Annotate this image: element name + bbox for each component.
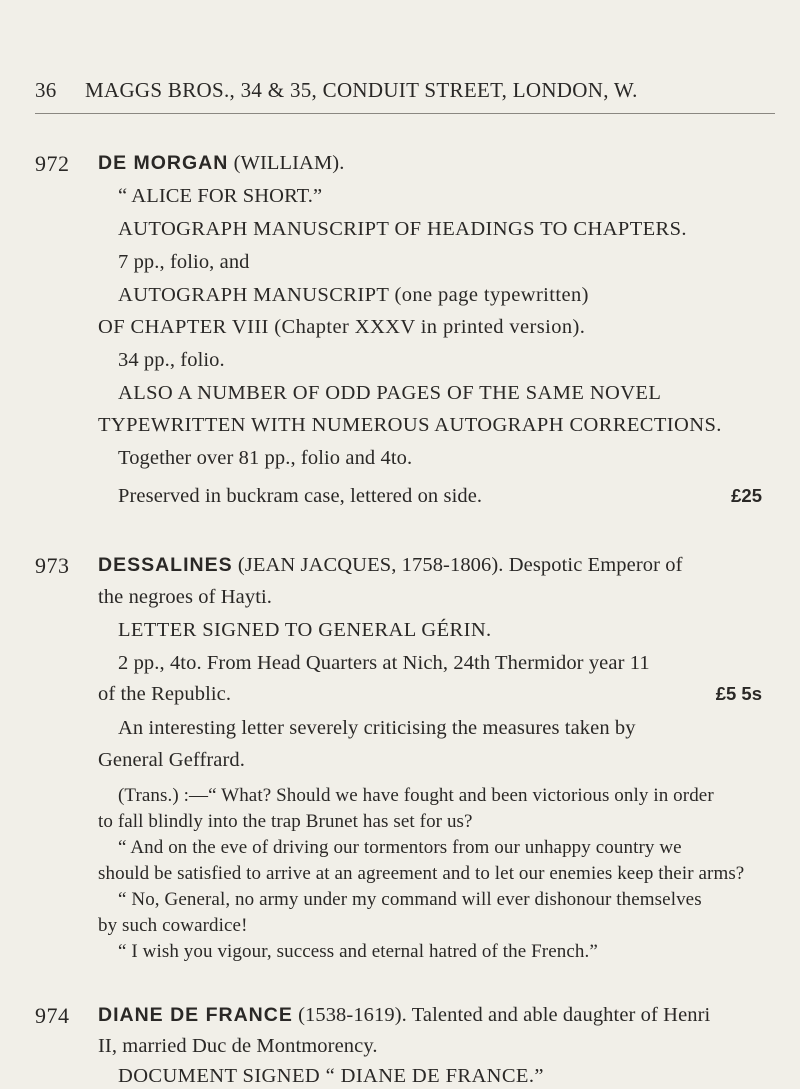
lot-number: 972 [35, 151, 70, 176]
entry-name: DIANE DE FRANCE [98, 1004, 293, 1026]
entry-line: should be satisfied to arrive at an agreement and to let our enemies keep their arms? [98, 863, 745, 884]
entry-line: to fall blindly into the trap Brunet has set for us? [98, 811, 473, 832]
entry-heading: DE MORGAN (WILLIAM). [98, 152, 345, 174]
header-rule [35, 113, 775, 114]
page-header [35, 78, 775, 103]
entry-line: II, married Duc de Montmorency. [98, 1035, 378, 1057]
entry-price: £25 [731, 485, 762, 506]
entry-line: ALSO A NUMBER OF ODD PAGES OF THE SAME NOVEL [118, 382, 662, 404]
entry-line: Together over 81 pp., folio and 4to. [118, 447, 413, 469]
entry-price: £5 5s [715, 683, 762, 704]
entry-line: “ I wish you vigour, success and eternal hatred of the French.” [118, 941, 598, 962]
entry-line: General Geffrard. [98, 749, 246, 771]
entry-heading: DIANE DE FRANCE (1538-1619). Talented and able daughter of Henri [98, 1004, 711, 1026]
entry-line: Preserved in buckram case, lettered on side. [118, 485, 483, 507]
entry-name: DESSALINES [98, 554, 233, 576]
entry-line: “ No, General, no army under my command will ever dishonour themselves [118, 889, 702, 910]
entry-line: AUTOGRAPH MANUSCRIPT (one page typewritten) [118, 284, 589, 306]
entry-line: An interesting letter severely criticising the measures taken by [118, 717, 636, 739]
entry-line: by such cowardice! [98, 915, 248, 936]
entry-line: TYPEWRITTEN WITH NUMEROUS AUTOGRAPH CORRECTIONS. [98, 414, 722, 436]
lot-number: 973 [35, 553, 70, 578]
lot-number: 974 [35, 1003, 70, 1028]
entry-line: OF CHAPTER VIII (Chapter XXXV in printed version). [98, 316, 586, 338]
entry-title: LETTER SIGNED TO GENERAL GÉRIN. [118, 619, 492, 641]
entry-heading: DESSALINES (JEAN JACQUES, 1758-1806). Despotic Emperor of [98, 554, 683, 576]
header-text: MAGGS BROS., 34 & 35, CONDUIT STREET, LONDON, W. [85, 78, 638, 102]
entry-line: 34 pp., folio. [118, 349, 225, 371]
entry-line: AUTOGRAPH MANUSCRIPT OF HEADINGS TO CHAPTERS. [118, 218, 687, 240]
entry-line: (Trans.) :—“ What? Should we have fought and been victorious only in order [118, 785, 714, 806]
entry-title: DOCUMENT SIGNED “ DIANE DE FRANCE.” [118, 1065, 544, 1087]
entry-line: the negroes of Hayti. [98, 586, 273, 608]
entry-line: “ And on the eve of driving our tormentors from our unhappy country we [118, 837, 682, 858]
entry-title: “ ALICE FOR SHORT.” [118, 185, 323, 207]
page-number: 36 [35, 78, 57, 102]
entry-name: DE MORGAN [98, 152, 229, 174]
entry-line: of the Republic. [98, 683, 232, 705]
entry-line: 2 pp., 4to. From Head Quarters at Nich, 24th Thermidor year 11 [118, 652, 650, 674]
entry-line: 7 pp., folio, and [118, 251, 250, 273]
